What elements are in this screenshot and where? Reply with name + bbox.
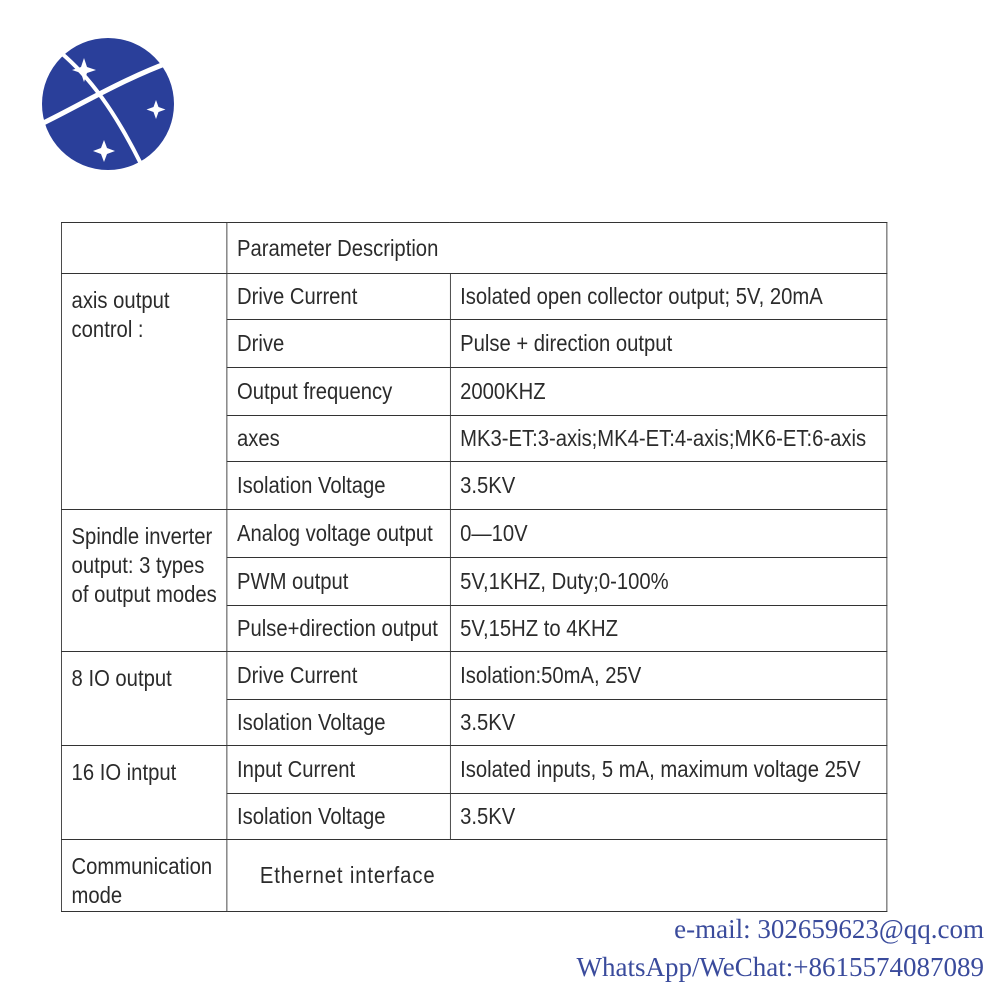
table-row [61,746,886,794]
param-cell: Output frequency [227,368,450,416]
group-label: Spindle inverter output: 3 types of output modes [61,510,226,652]
param-cell: Drive Current [227,274,450,320]
value-cell: 3.5KV [450,794,887,840]
spec-table [61,222,887,912]
param-cell: Analog voltage output [227,510,450,558]
value-cell: Isolation:50mA, 25V [450,652,887,700]
group-label: Communication mode [61,840,226,912]
param-cell: Isolation Voltage [227,700,450,746]
table-row [61,652,886,700]
table-row [61,510,886,558]
param-cell: Isolation Voltage [227,462,450,510]
value-cell: Isolated inputs, 5 mA, maximum voltage 25V [450,746,887,794]
brand-logo [20,22,180,172]
header-blank-cell [61,223,226,274]
param-cell: Drive Current [227,652,450,700]
param-cell: axes [227,416,450,462]
param-cell: Isolation Voltage [227,794,450,840]
param-cell: Pulse+direction output [227,606,450,652]
param-cell: Input Current [227,746,450,794]
value-cell: Pulse + direction output [450,320,887,368]
contact-email[interactable]: e-mail: 302659623@qq.com [674,914,984,944]
value-cell: MK3-ET:3-axis;MK4-ET:4-axis;MK6-ET:6-axis [450,416,887,462]
value-cell: Isolated open collector output; 5V, 20mA [450,274,887,320]
table-row [61,840,886,912]
value-cell: 0—10V [450,510,887,558]
group-label: 16 IO intput [61,746,226,840]
table-row [61,274,886,320]
value-cell: 3.5KV [450,462,887,510]
communication-value: Ethernet interface [227,840,887,912]
param-cell: PWM output [227,558,450,606]
group-label: 8 IO output [61,652,226,746]
param-cell: Drive [227,320,450,368]
contact-phone: WhatsApp/WeChat:+8615574087089 [576,952,984,982]
value-cell: 5V,15HZ to 4KHZ [450,606,887,652]
table-header-row [61,223,886,274]
value-cell: 5V,1KHZ, Duty;0-100% [450,558,887,606]
value-cell: 2000KHZ [450,368,887,416]
group-label: axis output control : [61,274,226,510]
value-cell: 3.5KV [450,700,887,746]
header-cell: Parameter Description [227,223,887,274]
